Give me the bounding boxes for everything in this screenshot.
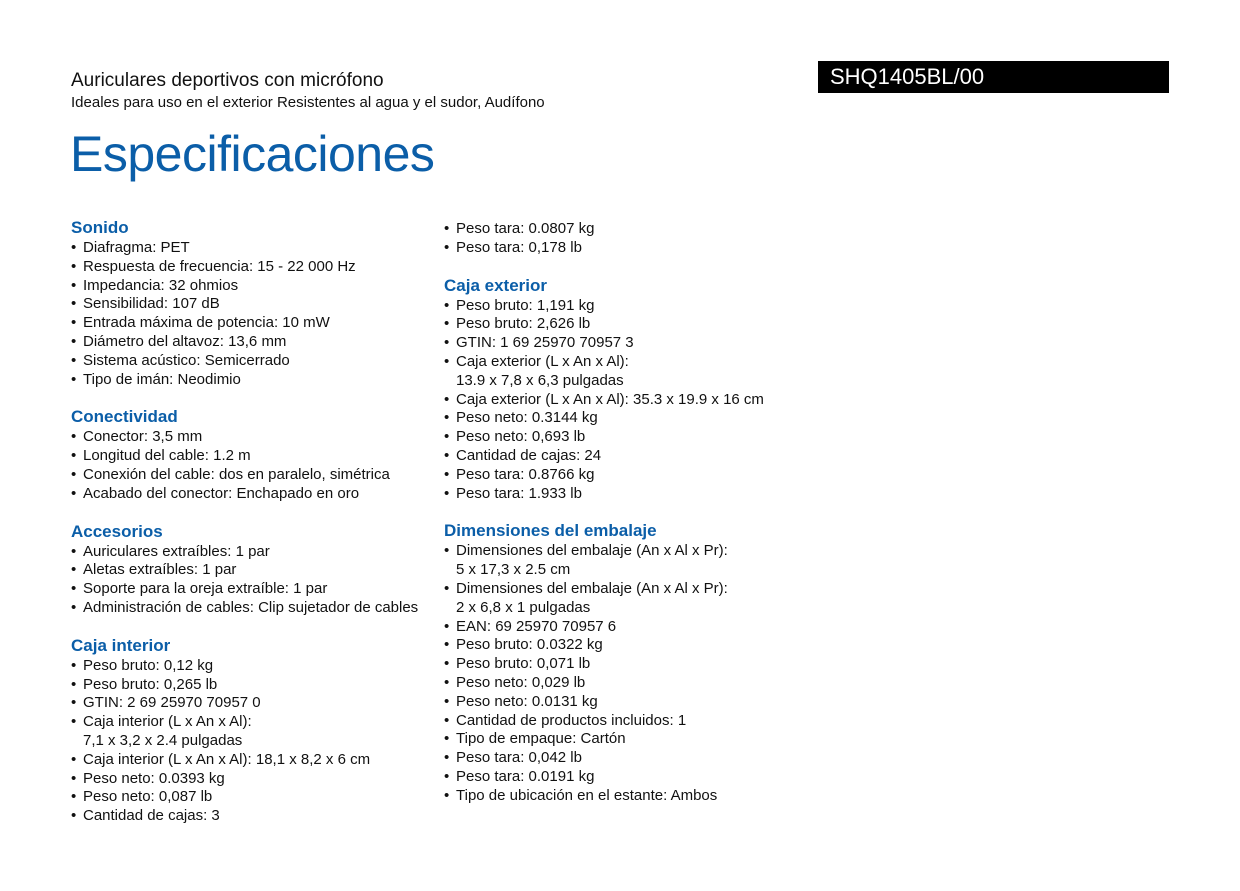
spec-label: Longitud del cable: [83,447,214,465]
spec-item [71,352,431,371]
spec-item [71,807,431,826]
spec-value: 0,12 kg [163,656,214,674]
spec-value: 1,191 kg [536,296,595,314]
header [71,70,545,112]
spec-value: 0.0131 kg [531,692,598,710]
spec-item [444,485,824,504]
spec-label: Peso neto: [83,788,159,806]
spec-label: Diámetro del altavoz: [83,332,229,350]
spec-item [444,447,824,466]
spec-list [444,297,824,504]
spec-item [444,315,824,334]
spec-label: Peso bruto: [456,655,537,673]
spec-value: 0.0393 kg [158,769,225,787]
spec-item [444,730,824,749]
spec-label: Cantidad de productos incluidos: [456,711,678,729]
spec-item [444,618,824,637]
spec-item [71,713,431,751]
spec-list-continued [444,220,824,258]
spec-value: 1 par [235,542,270,560]
spec-value: 1 [677,711,687,729]
spec-label: Entrada máxima de potencia: [83,314,283,332]
product-description: Ideales para uso en el exterior Resistentes al agua y el sudor, Audífono [71,94,545,111]
spec-item [71,561,431,580]
spec-item [71,694,431,713]
section-accesorios [71,522,431,618]
spec-label: Sistema acústico: [83,351,205,369]
spec-value: 10 mW [282,314,330,332]
spec-item [71,580,431,599]
spec-value: Semicerrado [204,351,290,369]
spec-item [444,220,824,239]
spec-item [444,353,824,391]
spec-item [71,788,431,807]
spec-value: 5 x 17,3 x 2.5 cm [456,561,571,579]
spec-value: 35.3 x 19.9 x 16 cm [633,390,764,408]
spec-label: Peso tara: [456,767,529,785]
spec-label: Peso tara: [456,465,529,483]
spec-label: Peso bruto: [456,636,537,654]
spec-item [444,693,824,712]
spec-label: Tipo de ubicación en el estante: [456,786,671,804]
spec-value: 3,5 mm [152,428,203,446]
spec-label: GTIN: [456,334,501,352]
spec-label: Conector: [83,428,153,446]
section-caja-exterior [444,276,824,504]
spec-label: Peso tara: [456,238,529,256]
spec-item [444,712,824,731]
spec-value: 0,178 lb [528,238,582,256]
spec-item [71,770,431,789]
spec-value: 0,042 lb [528,749,582,767]
spec-item [71,333,431,352]
spec-value: 0.3144 kg [531,409,598,427]
spec-item [71,371,431,390]
spec-column-right [444,218,824,824]
section-dimensiones-del-embalaje [444,521,824,805]
section-title: Conectividad [71,407,178,427]
spec-value: 1 69 25970 70957 3 [500,334,634,352]
spec-label: Tipo de empaque: [456,730,581,748]
spec-label: Caja exterior (L x An x Al): [456,390,634,408]
spec-label: GTIN: [83,694,128,712]
spec-label: Peso tara: [456,749,529,767]
section-title: Accesorios [71,521,163,541]
spec-value: 107 dB [172,295,220,313]
spec-label: Auriculares extraíbles: [83,542,236,560]
spec-value: 0.0322 kg [536,636,603,654]
spec-value: 0,071 lb [536,655,591,673]
spec-value: Ambos [670,786,718,804]
spec-item [71,428,431,447]
section-title: Dimensiones del embalaje [444,521,657,541]
spec-label: Caja interior (L x An x Al): [83,713,252,731]
spec-item [444,787,824,806]
spec-value: Cartón [580,730,626,748]
spec-item [71,657,431,676]
spec-item [444,391,824,410]
spec-item [444,542,824,580]
spec-label: Soporte para la oreja extraíble: [83,580,294,598]
spec-item [71,277,431,296]
spec-item [444,428,824,447]
spec-value: 2,626 lb [536,315,591,333]
section-conectividad [71,407,431,503]
spec-item [71,258,431,277]
spec-value: 0,029 lb [531,673,586,691]
spec-list [71,657,431,826]
spec-item [444,674,824,693]
spec-value: 2 69 25970 70957 0 [127,694,261,712]
spec-value: 2 x 6,8 x 1 pulgadas [456,598,591,616]
spec-value: 13.9 x 7,8 x 6,3 pulgadas [456,371,624,389]
section-sonido [71,218,431,389]
spec-label: Peso neto: [83,769,159,787]
spec-item [71,751,431,770]
spec-value: Neodimio [177,370,241,388]
spec-value: 1 par [293,580,328,598]
spec-value: 0.8766 kg [528,465,595,483]
spec-label: Peso neto: [456,692,532,710]
spec-label: Peso bruto: [456,315,537,333]
spec-value: 0,693 lb [531,428,586,446]
spec-label: Aletas extraíbles: [83,561,203,579]
spec-item [444,409,824,428]
spec-value: 3 [211,807,220,825]
spec-item [71,239,431,258]
spec-item [71,543,431,562]
section-title: Caja interior [71,635,171,655]
spec-item [71,314,431,333]
spec-label: Peso tara: [456,484,529,502]
spec-value: 15 - 22 000 Hz [257,257,356,275]
spec-label: Dimensiones del embalaje (An x Al x Pr): [456,579,728,597]
spec-item [444,239,824,258]
spec-item [444,580,824,618]
spec-label: Diafragma: [83,239,161,256]
spec-item [444,768,824,787]
spec-list [444,542,824,805]
spec-item [444,636,824,655]
spec-value: 32 ohmios [168,276,239,294]
spec-value: 0.0807 kg [528,220,595,237]
spec-list [71,239,431,389]
spec-value: 0,265 lb [163,675,218,693]
spec-item [444,655,824,674]
spec-item [71,676,431,695]
spec-label: Acabado del conector: [83,484,237,502]
spec-item [71,599,431,618]
spec-label: EAN: [456,617,496,635]
spec-value: PET [160,239,190,256]
spec-label: Peso tara: [456,220,529,237]
spec-label: Tipo de imán: [83,370,178,388]
spec-label: Sensibilidad: [83,295,173,313]
spec-label: Peso bruto: [83,656,164,674]
spec-item [71,295,431,314]
spec-value: Enchapado en oro [236,484,360,502]
spec-label: Cantidad de cajas: [83,807,212,825]
section-title: Caja exterior [444,275,547,295]
spec-value: 1 par [202,561,237,579]
spec-label: Peso neto: [456,428,532,446]
spec-value: 0,087 lb [158,788,213,806]
spec-label: Caja exterior (L x An x Al): [456,352,629,370]
section-title: Sonido [71,218,129,237]
page-title: Especificaciones [70,126,435,182]
spec-value: 24 [584,446,602,464]
spec-value: 1.2 m [213,447,251,465]
spec-label: Peso bruto: [456,296,537,314]
spec-label: Impedancia: [83,276,169,294]
spec-item [444,297,824,316]
spec-item [444,749,824,768]
spec-label: Peso neto: [456,673,532,691]
spec-list [71,543,431,618]
spec-value: Clip sujetador de cables [258,598,419,616]
product-name: Auriculares deportivos con micrófono [71,70,384,91]
spec-label: Cantidad de cajas: [456,446,585,464]
spec-item [71,466,431,485]
spec-item [444,334,824,353]
spec-value: 13,6 mm [228,332,287,350]
spec-value: 69 25970 70957 6 [495,617,617,635]
spec-value: 1.933 lb [528,484,582,502]
spec-label: Respuesta de frecuencia: [83,257,258,275]
spec-value: 7,1 x 3,2 x 2.4 pulgadas [83,731,243,749]
spec-label: Conexión del cable: [83,465,219,483]
spec-label: Administración de cables: [83,598,259,616]
section-caja-interior [71,636,431,826]
spec-label: Caja interior (L x An x Al): [83,750,256,768]
spec-value: 18,1 x 8,2 x 6 cm [255,750,371,768]
spec-label: Dimensiones del embalaje (An x Al x Pr): [456,542,728,560]
model-badge: SHQ1405BL/00 [818,61,1169,93]
spec-item [71,485,431,504]
spec-label: Peso bruto: [83,675,164,693]
spec-list [71,428,431,503]
spec-column-left [71,218,431,844]
spec-item [444,466,824,485]
spec-label: Peso neto: [456,409,532,427]
spec-item [71,447,431,466]
spec-value: 0.0191 kg [528,767,595,785]
spec-value: dos en paralelo, simétrica [218,465,390,483]
